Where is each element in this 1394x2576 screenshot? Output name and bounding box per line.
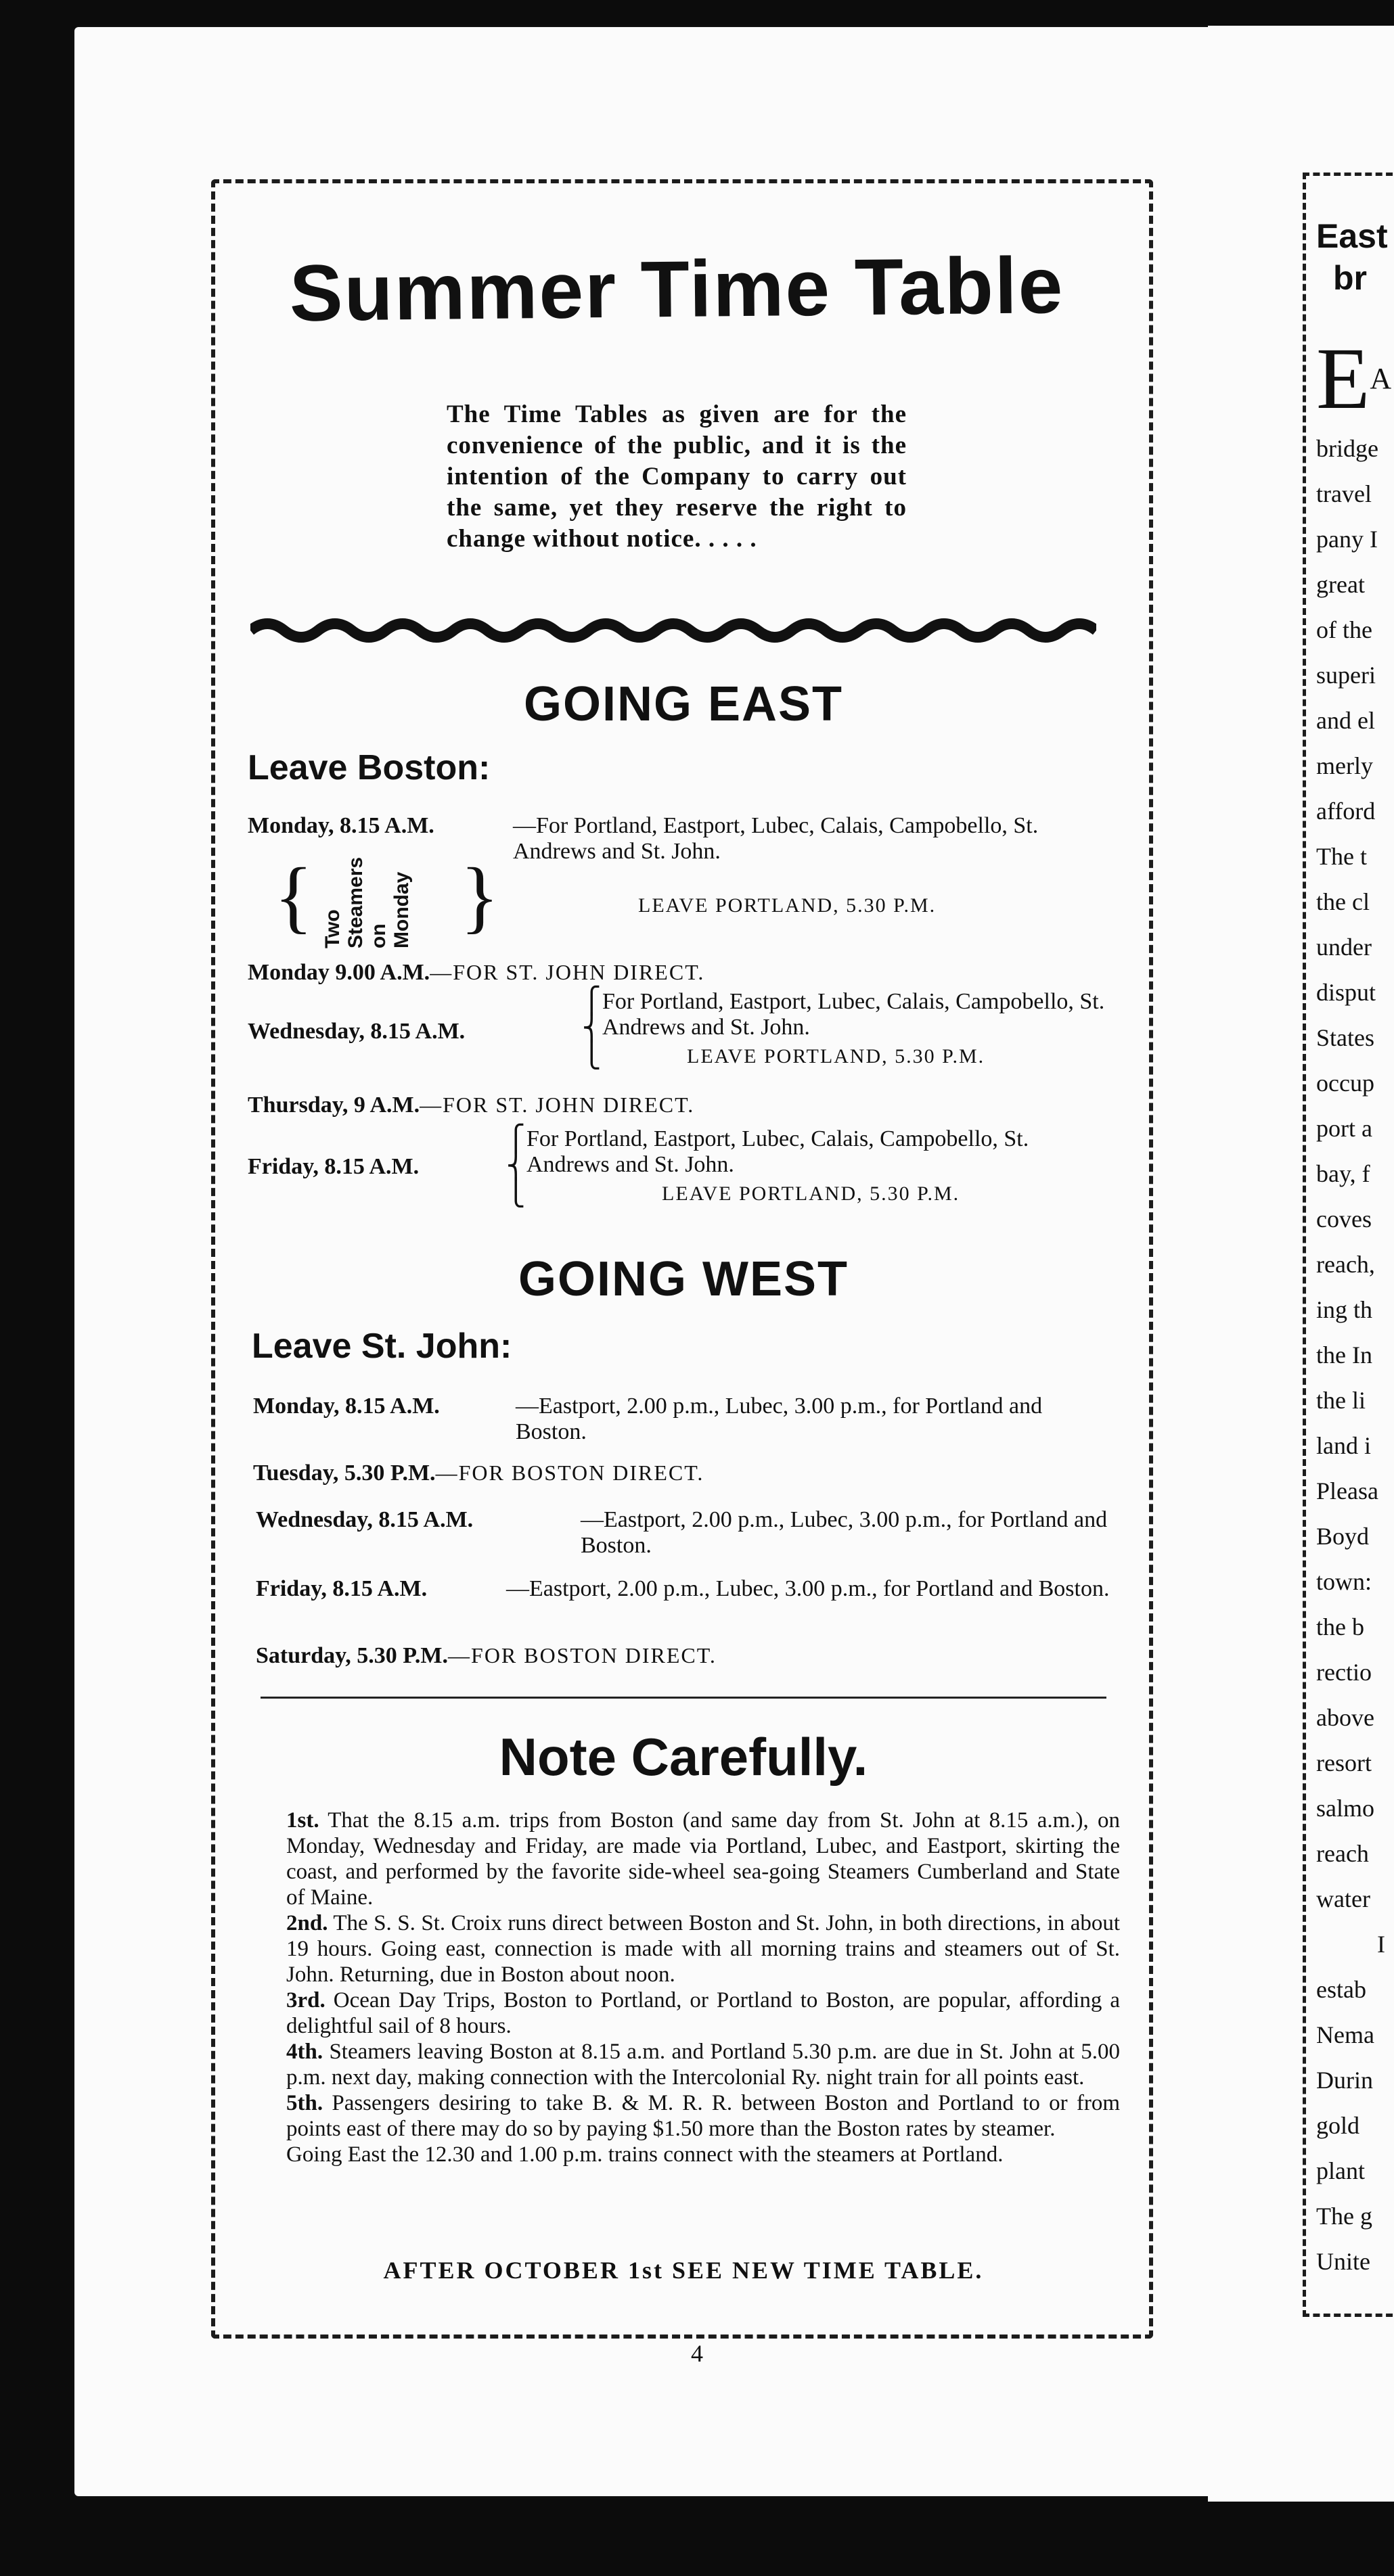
west-monday-text: —Eastport, 2.00 p.m., Lubec, 3.00 p.m., for Portland and Boston.: [516, 1394, 1043, 1444]
notes-block: [261, 1808, 1120, 2167]
friday-brace: ⎧ ⎨ ⎩: [506, 1125, 526, 1208]
right-page-line: under: [1316, 934, 1372, 961]
right-page-line: water: [1316, 1885, 1370, 1912]
west-wednesday-text: —Eastport, 2.00 p.m., Lubec, 3.00 p.m., for Portland and Boston.: [581, 1507, 1108, 1558]
ornamental-divider: [250, 617, 1096, 644]
note-4-text: Steamers leaving Boston at 8.15 a.m. and Portland 5.30 p.m. are due in St. John at 5.00 p.m. next day, making connection with the Intercolonial Ry. night train for all points east.: [286, 2040, 1120, 2090]
right-page-line: gold: [1316, 2112, 1360, 2139]
east-thursday-day: Thursday, 9 A.M.: [248, 1092, 420, 1118]
east-monday2-day: Monday 9.00 A.M.: [248, 960, 430, 985]
right-dropcap-small: A: [1370, 362, 1392, 395]
west-saturday-text: —FOR BOSTON DIRECT.: [448, 1643, 717, 1668]
right-page-line: The t: [1316, 843, 1367, 870]
after-october-notice: AFTER OCTOBER 1st SEE NEW TIME TABLE.: [383, 2257, 984, 2284]
west-monday-day: Monday, 8.15 A.M.: [253, 1394, 440, 1419]
right-page-line: Nema: [1316, 2021, 1374, 2048]
right-page-line: rectio: [1316, 1659, 1372, 1686]
right-page-line: plant: [1316, 2157, 1365, 2184]
right-page-line: States: [1316, 1024, 1374, 1051]
right-page-line: pany I: [1316, 526, 1378, 553]
right-page-line: occup: [1316, 1070, 1374, 1097]
two-steamers-note: Two Steamers on Monday: [321, 856, 413, 948]
note-5-text: Passengers desiring to take B. & M. R. R. between Boston and Portland to or from points east of there may do so by paying $1.50 more than the Boston rates by steamer.: [286, 2091, 1121, 2141]
right-page-line: great: [1316, 571, 1365, 598]
west-friday-day: Friday, 8.15 A.M.: [256, 1576, 428, 1601]
right-page-line: the In: [1316, 1341, 1372, 1368]
page-number: 4: [691, 2340, 703, 2367]
left-brace: {: [274, 851, 313, 941]
east-friday-text: For Portland, Eastport, Lubec, Calais, Campobello, St. Andrews and St. John.: [526, 1126, 1029, 1177]
right-heading-line1: East: [1316, 217, 1388, 255]
leave-boston-label: Leave Boston:: [248, 748, 491, 787]
right-page-line: merly: [1316, 752, 1373, 779]
west-wednesday-day: Wednesday, 8.15 A.M.: [256, 1507, 474, 1532]
east-wednesday-leave: LEAVE PORTLAND, 5.30 P.M.: [687, 1045, 985, 1067]
right-page-line: the cl: [1316, 888, 1370, 915]
east-friday-day: Friday, 8.15 A.M.: [248, 1154, 420, 1179]
right-page-line: reach,: [1316, 1251, 1375, 1278]
west-saturday-row: [256, 1642, 717, 1669]
right-page-line: the li: [1316, 1387, 1366, 1414]
note-5: [261, 2090, 1120, 2142]
note-4-label: 4th.: [286, 2040, 323, 2064]
right-page-line: port a: [1316, 1115, 1372, 1142]
intro-notice: The Time Tables as given are for the convenience of the public, and it is the intention of the Company to carry out the same, yet they reserve the right to change without notice. . . . .: [447, 400, 907, 553]
west-tuesday-row: [253, 1460, 704, 1486]
west-saturday-day: Saturday, 5.30 P.M.: [256, 1643, 449, 1668]
right-page-line: afford: [1316, 798, 1376, 825]
right-page-line: bridge: [1316, 435, 1378, 462]
right-page-line: the b: [1316, 1613, 1364, 1640]
right-page-line: Boyd: [1316, 1523, 1370, 1550]
wednesday-brace: ⎧ ⎨ ⎩: [582, 987, 602, 1070]
east-monday-text: —For Portland, Eastport, Lubec, Calais, Campobello, St. Andrews and St. John.: [513, 813, 1039, 864]
right-page-line: travel: [1316, 480, 1372, 507]
right-page-line: resort: [1316, 1749, 1372, 1776]
right-heading-line2: br: [1333, 259, 1367, 297]
right-page-line: Durin: [1316, 2067, 1373, 2094]
west-friday-text: —Eastport, 2.00 p.m., Lubec, 3.00 p.m., for Portland and Boston.: [506, 1576, 1110, 1601]
right-brace: }: [460, 851, 499, 941]
right-page-line: ing th: [1316, 1296, 1373, 1323]
right-dropcap: E: [1316, 335, 1370, 423]
east-friday-leave: LEAVE PORTLAND, 5.30 P.M.: [662, 1182, 960, 1205]
note-5-label: 5th.: [286, 2091, 323, 2115]
east-thursday-row: [248, 1092, 694, 1118]
right-page-line: superi: [1316, 662, 1376, 689]
section-rule: [261, 1697, 1106, 1699]
right-page-line: salmo: [1316, 1795, 1374, 1822]
note-heading: Note Carefully.: [499, 1727, 868, 1787]
right-page-text: [1316, 426, 1394, 2284]
note-2-text: The S. S. St. Croix runs direct between Boston and St. John, in both directions, in about 19 hours. Going east, connection is made with all morning trains and steamers out of St. John. Returning, due in Boston about noon.: [286, 1911, 1121, 1987]
right-page-line: and el: [1316, 707, 1375, 734]
right-page-line: of the: [1316, 616, 1372, 643]
note-2: [261, 1910, 1120, 1987]
east-wednesday-text: For Portland, Eastport, Lubec, Calais, Campobello, St. Andrews and St. John.: [602, 989, 1105, 1040]
right-page-line: Unite: [1316, 2248, 1370, 2275]
note-6: [261, 2142, 1120, 2167]
leave-st-john-label: Leave St. John:: [252, 1327, 512, 1366]
page-title: Summer Time Table: [289, 241, 1064, 338]
right-dropcap-wrap: [1316, 335, 1394, 423]
right-page-line: reach: [1316, 1840, 1369, 1867]
note-3: [261, 1987, 1120, 2039]
east-monday2-text: —FOR ST. JOHN DIRECT.: [430, 960, 705, 984]
east-wednesday-day: Wednesday, 8.15 A.M.: [248, 1019, 466, 1044]
right-page-line: above: [1316, 1704, 1374, 1731]
note-1-text: That the 8.15 a.m. trips from Boston (and same day from St. John at 8.15 a.m.), on Monday, Wednesday and Friday, are made via Portland, Lubec, and Eastport, skirting the coast, and performed by the favorite side-wheel sea-going Steamers Cumberland and State of Maine.: [286, 1808, 1120, 1910]
going-west-heading: GOING WEST: [518, 1252, 849, 1306]
note-6-text: Going East the 12.30 and 1.00 p.m. trains connect with the steamers at Portland.: [286, 2142, 1004, 2167]
east-monday2-row: [248, 959, 704, 986]
note-3-text: Ocean Day Trips, Boston to Portland, or Portland to Boston, are popular, affording a delightful sail of 8 hours.: [286, 1988, 1120, 2038]
west-tuesday-day: Tuesday, 5.30 P.M.: [253, 1460, 436, 1486]
east-monday-leave: LEAVE PORTLAND, 5.30 P.M.: [638, 894, 937, 917]
note-4: [261, 2039, 1120, 2090]
note-1-label: 1st.: [286, 1808, 319, 1833]
east-thursday-text: —FOR ST. JOHN DIRECT.: [420, 1092, 695, 1117]
west-tuesday-text: —FOR BOSTON DIRECT.: [435, 1460, 704, 1485]
east-monday-day: Monday, 8.15 A.M.: [248, 813, 434, 838]
going-east-heading: GOING EAST: [523, 677, 844, 731]
note-3-label: 3rd.: [286, 1988, 325, 2013]
right-page-line: bay, f: [1316, 1160, 1370, 1187]
right-page-line: disput: [1316, 979, 1376, 1006]
note-2-label: 2nd.: [286, 1911, 328, 1935]
right-page-line: coves: [1316, 1205, 1372, 1233]
right-page-heading: [1316, 215, 1394, 299]
right-page-line: The g: [1316, 2203, 1372, 2230]
right-page-line: land i: [1316, 1432, 1371, 1459]
right-page-line: town:: [1316, 1568, 1372, 1595]
right-page-line: Pleasa: [1316, 1477, 1378, 1504]
right-page-line: estab: [1316, 1976, 1366, 2003]
note-1: [261, 1808, 1120, 1910]
right-page-line: I: [1377, 1931, 1385, 1958]
